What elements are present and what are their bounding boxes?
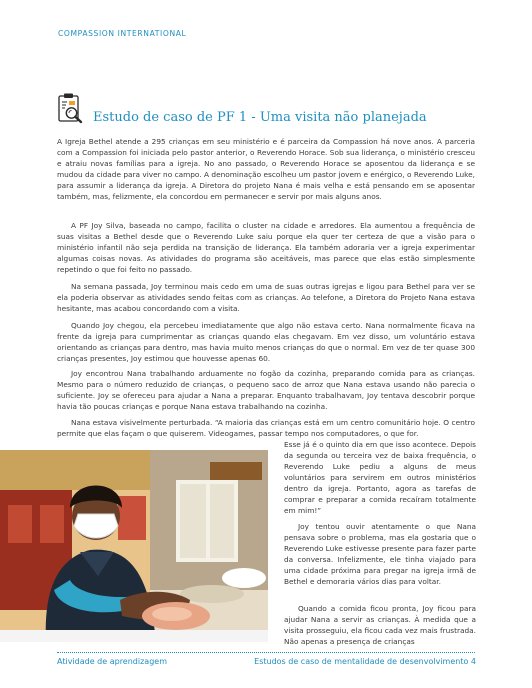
side-paragraph-3: Quando a comida ficou pronta, Joy ficou para ajudar Nana a servir as crianças. À medida que a visita prosseguiu, ela ficou cada vez mais frustrada. Não apenas a presença de crianças [284, 604, 476, 646]
paragraph-3: Na semana passada, Joy terminou mais cedo em uma de suas outras igrejas e ligou para Bethel para ver se ela poderia observar as atividades sendo feitas com as crianças. Ao telefone, a Diretora do Projeto Nana estava hesitante, mas acabou concordando com a visita. [57, 282, 475, 313]
organization-header: COMPASSION INTERNATIONAL [58, 29, 187, 38]
paragraph-6: Nana estava visivelmente perturbada. “A maioria das crianças está em um centro comunitário hoje. O centro permite que elas façam o que quiserem. Videogames, passar tempo nos computadores, o que for. [57, 418, 475, 438]
clipboard-magnifier-icon [57, 92, 85, 124]
paragraph-2: A PF Joy Silva, baseada no campo, facilita o cluster na cidade e arredores. Ela aumentou a frequência de suas visitas a Bethel desde que o Reverendo Luke saiu porque ela quer ter certeza de que a visão para o ministério infantil não seja perdida na transição de liderança. Ela também adoraria ver a igreja experimentar algumas coisas novas. As atividades do programa são aceitáveis, mas parece que elas estão simplesmente repetindo o que foi feito no passado. [57, 221, 475, 274]
kitchen-photo [0, 450, 268, 642]
paragraph-4: Quando Joy chegou, ela percebeu imediatamente que algo não estava certo. Nana normalmente ficava na frente da igreja para cumprimentar as crianças quando elas chegavam. Em vez disso, um voluntário estava orientando as crianças para dentro, mas havia muito menos crianças do que o normal. Em vez de ter quase 300 crianças presentes, Joy estimou que houvesse apenas 60. [57, 321, 475, 363]
page-title: Estudo de caso de PF 1 - Uma visita não planejada [93, 110, 427, 125]
footer-section-label: Atividade de aprendizagem [57, 657, 167, 666]
side-paragraph-1: Esse já é o quinto dia em que isso acontece. Depois da segunda ou terceira vez de baixa frequência, o Reverendo Luke pediu a alguns de meus voluntários para servirem em outros ministérios dentro da igreja. Portanto, agora as tarefas de comprar e preparar a comida recaíram totalmente em mim!” [284, 440, 476, 515]
side-paragraph-2: Joy tentou ouvir atentamente o que Nana pensava sobre o problema, mas ela gostaria que o Reverendo Luke estivesse presente para fazer parte da conversa. Infelizmente, ele tinha viajado para uma cidade próxima para pregar na igreja irmã de Bethel e demoraria vários dias para voltar. [284, 522, 476, 586]
footer-divider [57, 652, 475, 653]
paragraph-5: Joy encontrou Nana trabalhando arduamente no fogão da cozinha, preparando comida para as crianças. Mesmo para o número reduzido de crianças, o pequeno saco de arroz que Nana estava usando não parecia o suficiente. Joy se ofereceu para ajudar a Nana a preparar. Enquanto trabalhavam, Joy tentava descobrir porque havia tão poucas crianças e porque Nana estava trabalhando na cozinha. [57, 369, 475, 411]
paragraph-1: A Igreja Bethel atende a 295 crianças em seu ministério e é parceira da Compassion há nove anos. A parceria com a Compassion foi iniciada pelo pastor anterior, o Reverendo Horace. Sob sua liderança, o ministério cresceu e atraiu novas famílias para a igreja. No ano passado, o Reverendo Horace se aposentou da liderança e se mudou da cidade para viver no campo. A denominação escolheu um pastor jovem e enérgico, o Reverendo Luke, para assumir a liderança da igreja. A Diretora do projeto Nana é mais velha e está pensando em se aposentar também, mas, felizmente, ela concordou em permanecer e servir por mais alguns anos. [57, 137, 475, 201]
footer-page-label: Estudos de caso de mentalidade de desenvolvimento 4 [254, 657, 476, 666]
